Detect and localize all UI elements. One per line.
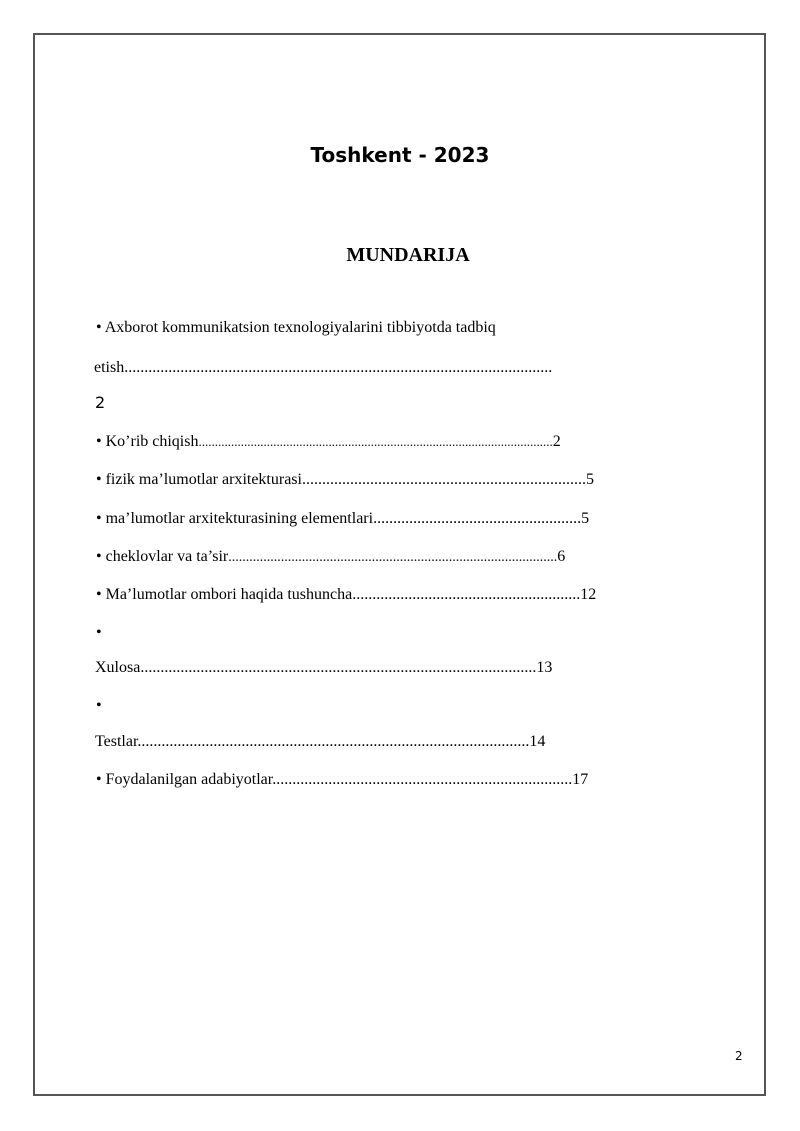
toc-entry-7	[95, 658, 552, 678]
toc-entry-7-page: 13	[536, 659, 553, 676]
toc-entry-4-page: 5	[581, 510, 590, 527]
toc-entry-8-page: 14	[529, 733, 546, 750]
footer-page-number: 2	[735, 1049, 743, 1063]
toc-entry-5	[96, 547, 565, 568]
toc-entry-1-line2	[94, 358, 552, 378]
city-year-heading: Toshkent - 2023	[310, 143, 490, 167]
toc-entry-7-dots: ...................................................................................................	[140, 659, 537, 676]
toc-entry-5-dots: ..............................................................................................	[228, 550, 558, 565]
toc-entry-2-page: 2	[552, 433, 561, 450]
toc-entry-2	[96, 432, 561, 452]
toc-entry-2-text: • Ko’rib chiqish	[96, 433, 199, 450]
toc-entry-5-text: • cheklovlar va ta’sir	[96, 548, 229, 565]
toc-entry-3-page: 5	[585, 471, 594, 488]
toc-entry-2-dots: .............................................................................................................	[198, 434, 553, 449]
toc-entry-5-page: 6	[557, 548, 566, 565]
toc-entry-9-page: 17	[572, 771, 589, 788]
toc-entry-7-bullet: •	[96, 624, 102, 641]
toc-entry-8-dots: ..................................................................................................	[137, 733, 530, 750]
toc-title: MUNDARIJA	[346, 244, 470, 266]
toc-entry-3-text: • fizik ma’lumotlar arxitekturasi	[96, 471, 302, 488]
toc-entry-8	[95, 732, 545, 752]
toc-entry-1-text: etish	[94, 359, 125, 376]
toc-entry-4-text: • ma’lumotlar arxitekturasining elementlari	[96, 510, 374, 527]
toc-entry-6-dots: .........................................................	[352, 586, 581, 603]
toc-entry-7-text: Xulosa	[95, 659, 141, 676]
toc-entry-8-text: Testlar	[95, 733, 138, 750]
toc-entry-9	[96, 770, 588, 790]
toc-entry-6	[96, 585, 596, 605]
toc-entry-3-dots: .......................................................................	[301, 471, 586, 488]
toc-entry-1-line1: • Axborot kommunikatsion texnologiyalarini tibbiyotda tadbiq	[96, 319, 496, 336]
toc-entry-4-dots: ....................................................	[373, 510, 582, 527]
toc-entry-1-dots: ...........................................................................................................	[124, 359, 553, 376]
toc-entry-9-text: • Foydalanilgan adabiyotlar	[96, 771, 273, 788]
toc-entry-9-dots: ...........................................................................	[272, 771, 573, 788]
toc-entry-3	[96, 470, 594, 490]
toc-entry-6-page: 12	[580, 586, 597, 603]
toc-entry-1-page: 2	[95, 393, 106, 412]
toc-entry-4	[96, 509, 589, 529]
toc-entry-6-text: • Ma’lumotlar ombori haqida tushuncha	[96, 586, 353, 603]
toc-entry-8-bullet: •	[96, 697, 102, 714]
